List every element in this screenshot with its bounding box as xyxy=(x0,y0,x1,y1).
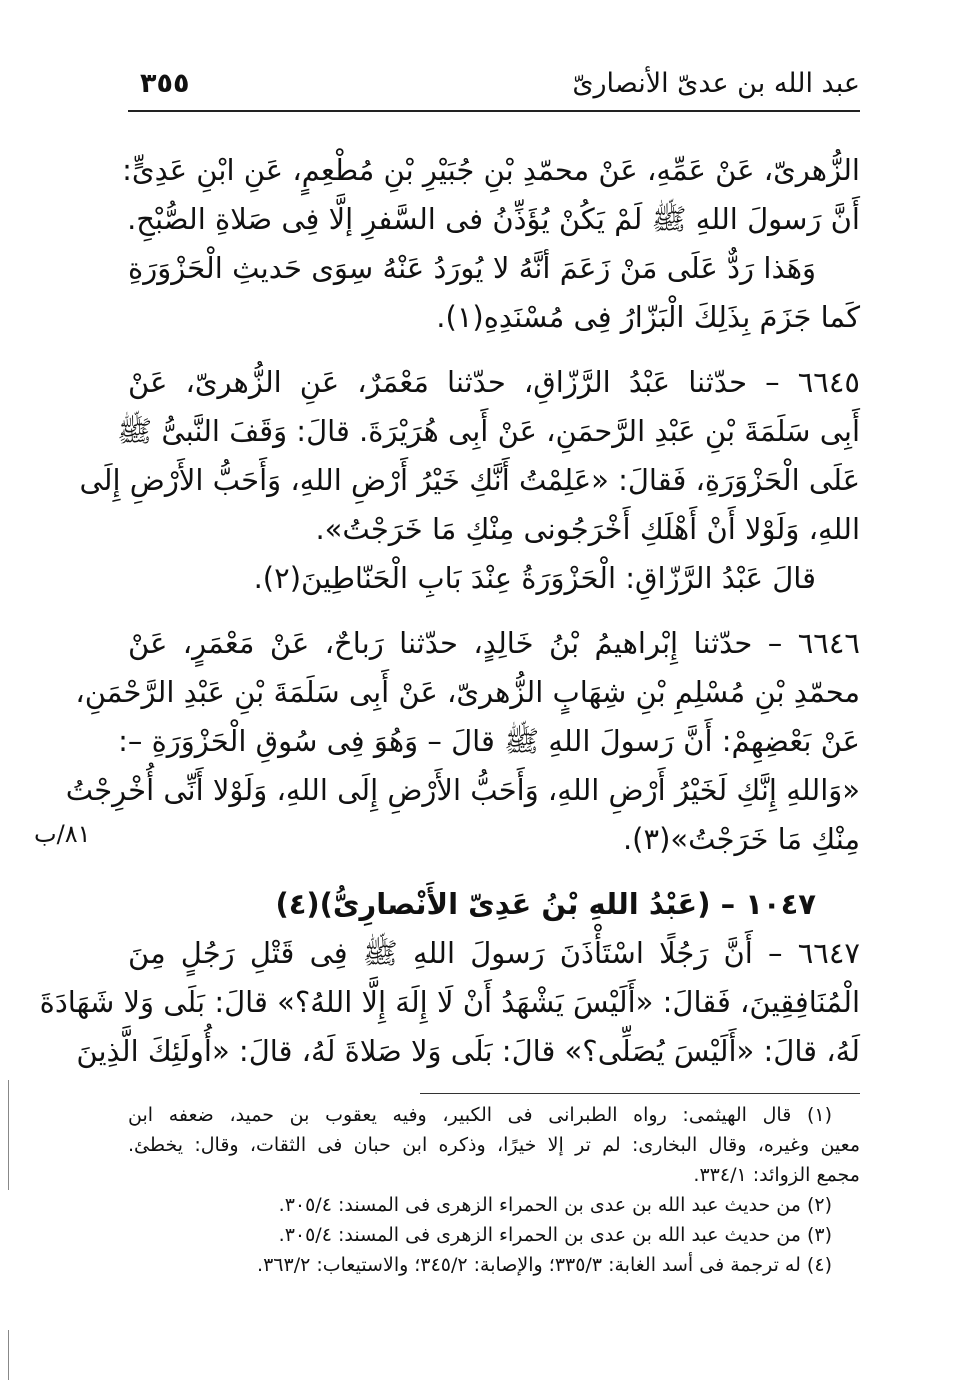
footnote-line: (٣) من حديث عبد الله بن عدى بن الحمراء الزهرى فى المسند: ٣٠٥/٤. xyxy=(278,1224,832,1246)
footnote-line: (٢) من حديث عبد الله بن عدى بن الحمراء الزهرى فى المسند: ٣٠٥/٤. xyxy=(278,1194,832,1216)
hadith-6647-line: لَهُ، قالَ: «أَلَيْسَ يُصَلِّى؟» قالَ: بَلَى وَلا صَلاةَ لَهُ، قالَ: «أُولَئِكَ الَّذِينَ xyxy=(76,1034,860,1068)
text-line: كَما جَزَمَ بِذَلِكَ الْبَزّارُ فِى مُسْنَدِهِ(١). xyxy=(436,300,860,334)
hadith-6646-line: محمّدِ بْنِ مُسْلِمِ بْنِ شِهَابٍ الزُّهرىّ، عَنْ أَبِى سَلَمَةَ بْنِ عَبْدِ الرَّحْمَنِ، xyxy=(75,675,860,709)
running-title: عبد الله بن عدىّ الأنصارىّ xyxy=(572,68,860,99)
hadith-6645-line: أَبِى سَلَمَةَ بْنِ عَبْدِ الرَّحمَنِ، عَنْ أَبِى هُرَيْرَةَ. قالَ: وَقَفَ النَّبىُّ ﷺ xyxy=(117,414,860,448)
footnotes-rule xyxy=(420,1093,860,1094)
hadith-6647-line: الْمُنَافِقِينَ، فَقالَ: «أَلَيْسَ يَشْهَدُ أَنْ لَا إِلَهَ إِلَّا اللهُ؟» قالَ: بَلَى وَلا شَهَادَةَ xyxy=(39,985,860,1019)
scan-edge-mark xyxy=(8,1330,9,1380)
margin-note: ٨١/ب xyxy=(34,820,91,848)
footnotes xyxy=(128,1100,860,1280)
hadith-6645-line: اللهِ، وَلَوْلا أَنْ أَهْلَكِ أَخْرَجُونى مِنْكِ مَا خَرَجْتُ». xyxy=(315,512,860,546)
hadith-6645-line: ٦٦٤٥ – حدّثنا عَبْدُ الرَّزّاقِ، حدّثنا مَعْمَرٌ، عَنِ الزُّهرىّ، عَنْ xyxy=(128,365,860,399)
page-header xyxy=(128,62,860,106)
scan-edge-mark xyxy=(8,1080,9,1190)
footnote-line: مجمع الزوائد: ٣٣٤/١. xyxy=(693,1164,860,1186)
footnote-line: (١) قال الهيثمى: رواه الطبرانى فى الكبير، وفيه يعقوب بن حميد، ضعفه ابن xyxy=(128,1104,832,1126)
hadith-6646-line: ٦٦٤٦ – حدّثنا إِبْراهيمُ بْنُ خَالِدٍ، حدّثنا رَباحٌ، عَنْ مَعْمَرٍ، عَنْ xyxy=(128,626,860,660)
text-line: وَهَذا رَدٌّ عَلَى مَنْ زَعَمَ أنَّهُ لا يُورَدُ عَنْهُ سِوَى حَديثِ الْحَزْوَرَةِ xyxy=(128,251,816,285)
hadith-6647-line: ٦٦٤٧ – أَنَّ رَجُلًا اسْتَأْذَنَ رَسولَ اللهِ ﷺ فِى قَتْلِ رَجُلٍ مِنَ xyxy=(128,936,860,970)
hadith-6645-line: قالَ عَبْدُ الرَّزّاقِ: الْحَزْوَرَةُ عِنْدَ بَابِ الْحَنّاطِينَ(٢). xyxy=(253,561,816,595)
hadith-6646-line: عَنْ بَعْضِهِمْ: أَنَّ رَسولَ اللهِ ﷺ قالَ – وَهُوَ فِى سُوقِ الْحَزْوَرَةِ –: xyxy=(118,724,860,758)
hadith-6646-line: مِنْكِ مَا خَرَجْتُ»(٣). xyxy=(622,822,860,856)
section-heading: ١٠٤٧ – (عَبْدُ اللهِ بْنُ عَدِىّ الأَنْصارِىُّ)(٤) xyxy=(275,887,816,921)
text-line: الزُّهرىّ، عَنْ عَمِّهِ، عَنْ محمّدِ بْنِ جُبَيْرِ بْنِ مُطْعِمٍ، عَنِ ابْنِ عَدِىٍّ: xyxy=(122,153,860,187)
page-number: ٣٥٥ xyxy=(140,68,190,99)
footnote-line: (٤) له ترجمة فى أسد الغابة: ٣٣٥/٣؛ والإصابة: ٣٤٥/٢؛ والاستيعاب: ٣٦٣/٢. xyxy=(257,1254,832,1276)
hadith-6645-line: عَلَى الْحَزْوَرَةِ، فَقالَ: «عَلِمْتُ أَنَّكِ خَيْرُ أَرْضِ اللهِ، وَأَحَبُّ الأَرْضِ إِلَى xyxy=(79,463,860,497)
hadith-6646-line: «وَاللهِ إِنَّكِ لَخَيْرُ أَرْضِ اللهِ، وَأَحَبُّ الأَرْضِ إِلَى اللهِ، وَلَوْلا أَنِّى أُخْرِجْتُ xyxy=(65,773,860,807)
footnote-line: معين وغيره، وقال البخارى: لم تر إلا خيرًا، وذكره ابن حبان فى الثقات، وقال: يخطئ. xyxy=(128,1134,860,1156)
text-line: أَنَّ رَسولَ اللهِ ﷺ لَمْ يَكُنْ يُؤَذِّنُ فى السَّفرِ إلَّا فِى صَلاةِ الصُّبْحِ. xyxy=(127,202,860,236)
header-rule xyxy=(128,110,860,112)
